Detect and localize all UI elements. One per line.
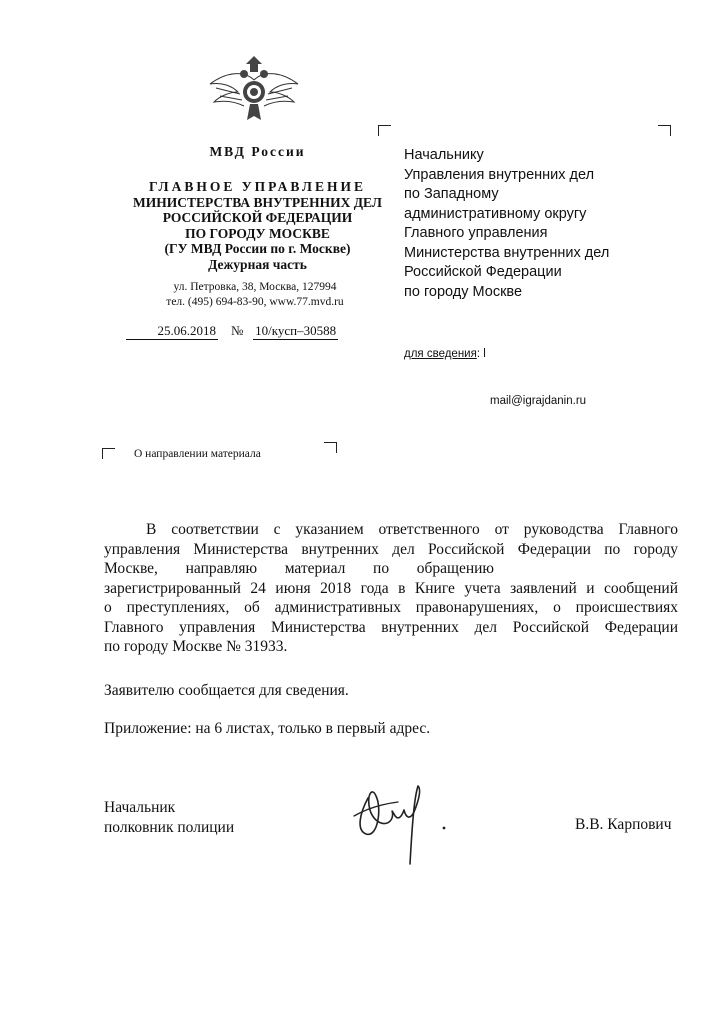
document-number: 10/кусп–30588 (255, 323, 337, 338)
addressee-line: Управления внутренних дел (404, 166, 595, 183)
address-block (100, 280, 410, 310)
addressee-line: Главного управления (404, 225, 548, 241)
body-line: зарегистрированный 24 июня 2018 года в Книге учета заявлений и сообщений (104, 579, 678, 597)
signatory-position: Начальник (104, 799, 176, 816)
org-line: (ГУ МВД России по г. Москве) (164, 241, 351, 256)
corner-mark (658, 125, 671, 136)
body-line: Главного управления Министерства внутренних дел Российской Федерации (104, 618, 678, 636)
org-line: ПО ГОРОДУ МОСКВЕ (185, 225, 330, 241)
agency-title: МВД России (209, 144, 306, 159)
body-line: по городу Москве № 31933. (104, 638, 288, 655)
corner-mark (102, 448, 115, 459)
org-line: Дежурная часть (208, 256, 307, 272)
registration-line (126, 323, 338, 340)
org-line: МИНИСТЕРСТВА ВНУТРЕННИХ ДЕЛ (133, 194, 382, 210)
signatory-name: В.В. Карпович (575, 816, 672, 833)
body-paragraph-2: Заявителю сообщается для сведения. (104, 682, 349, 699)
info-label: для сведения (404, 348, 477, 360)
letter-subject: О направлении материала (134, 448, 261, 460)
organization-block (95, 179, 420, 272)
corner-mark (324, 442, 337, 453)
body-line: В соответствии с указанием ответственного от руководства Главного (146, 521, 678, 538)
number-sign: № (231, 323, 244, 338)
org-line: ГЛАВНОЕ УПРАВЛЕНИЕ (149, 179, 366, 194)
addressee-line: по городу Москве (404, 283, 523, 300)
body-line: о преступлениях, об административных правонарушениях, о происшествиях (104, 599, 678, 616)
info-suffix: : l (476, 348, 486, 360)
info-copy (404, 348, 486, 360)
handwritten-signature (348, 768, 458, 868)
recipient-email: mail@igrajdanin.ru (490, 395, 587, 407)
addressee-line: Российской Федерации (404, 264, 562, 280)
mvd-emblem-icon (206, 50, 302, 128)
document-date: 25.06.2018 (126, 323, 218, 340)
addressee-line: административному округу (404, 205, 587, 222)
body-paragraph-1 (104, 520, 678, 657)
body-line: Москве, направляю материал по обращению (104, 560, 494, 577)
addressee-line: по Западному (404, 186, 499, 202)
signatory-rank: полковник полиции (104, 818, 235, 836)
contact-info: тел. (495) 694-83-90, www.77.mvd.ru (166, 296, 344, 308)
corner-mark (378, 125, 391, 136)
addressee-line: Министерства внутренних дел (404, 244, 610, 261)
signatory-title (104, 798, 234, 837)
body-paragraph-3: Приложение: на 6 листах, только в первый адрес. (104, 720, 431, 737)
addressee-line: Начальнику (404, 147, 484, 163)
addressee-block (404, 146, 609, 302)
body-line: управления Министерства внутренних дел Российской Федерации по городу (104, 540, 678, 558)
org-line: РОССИЙСКОЙ ФЕДЕРАЦИИ (162, 210, 353, 225)
postal-address: ул. Петровка, 38, Москва, 127994 (173, 281, 337, 293)
